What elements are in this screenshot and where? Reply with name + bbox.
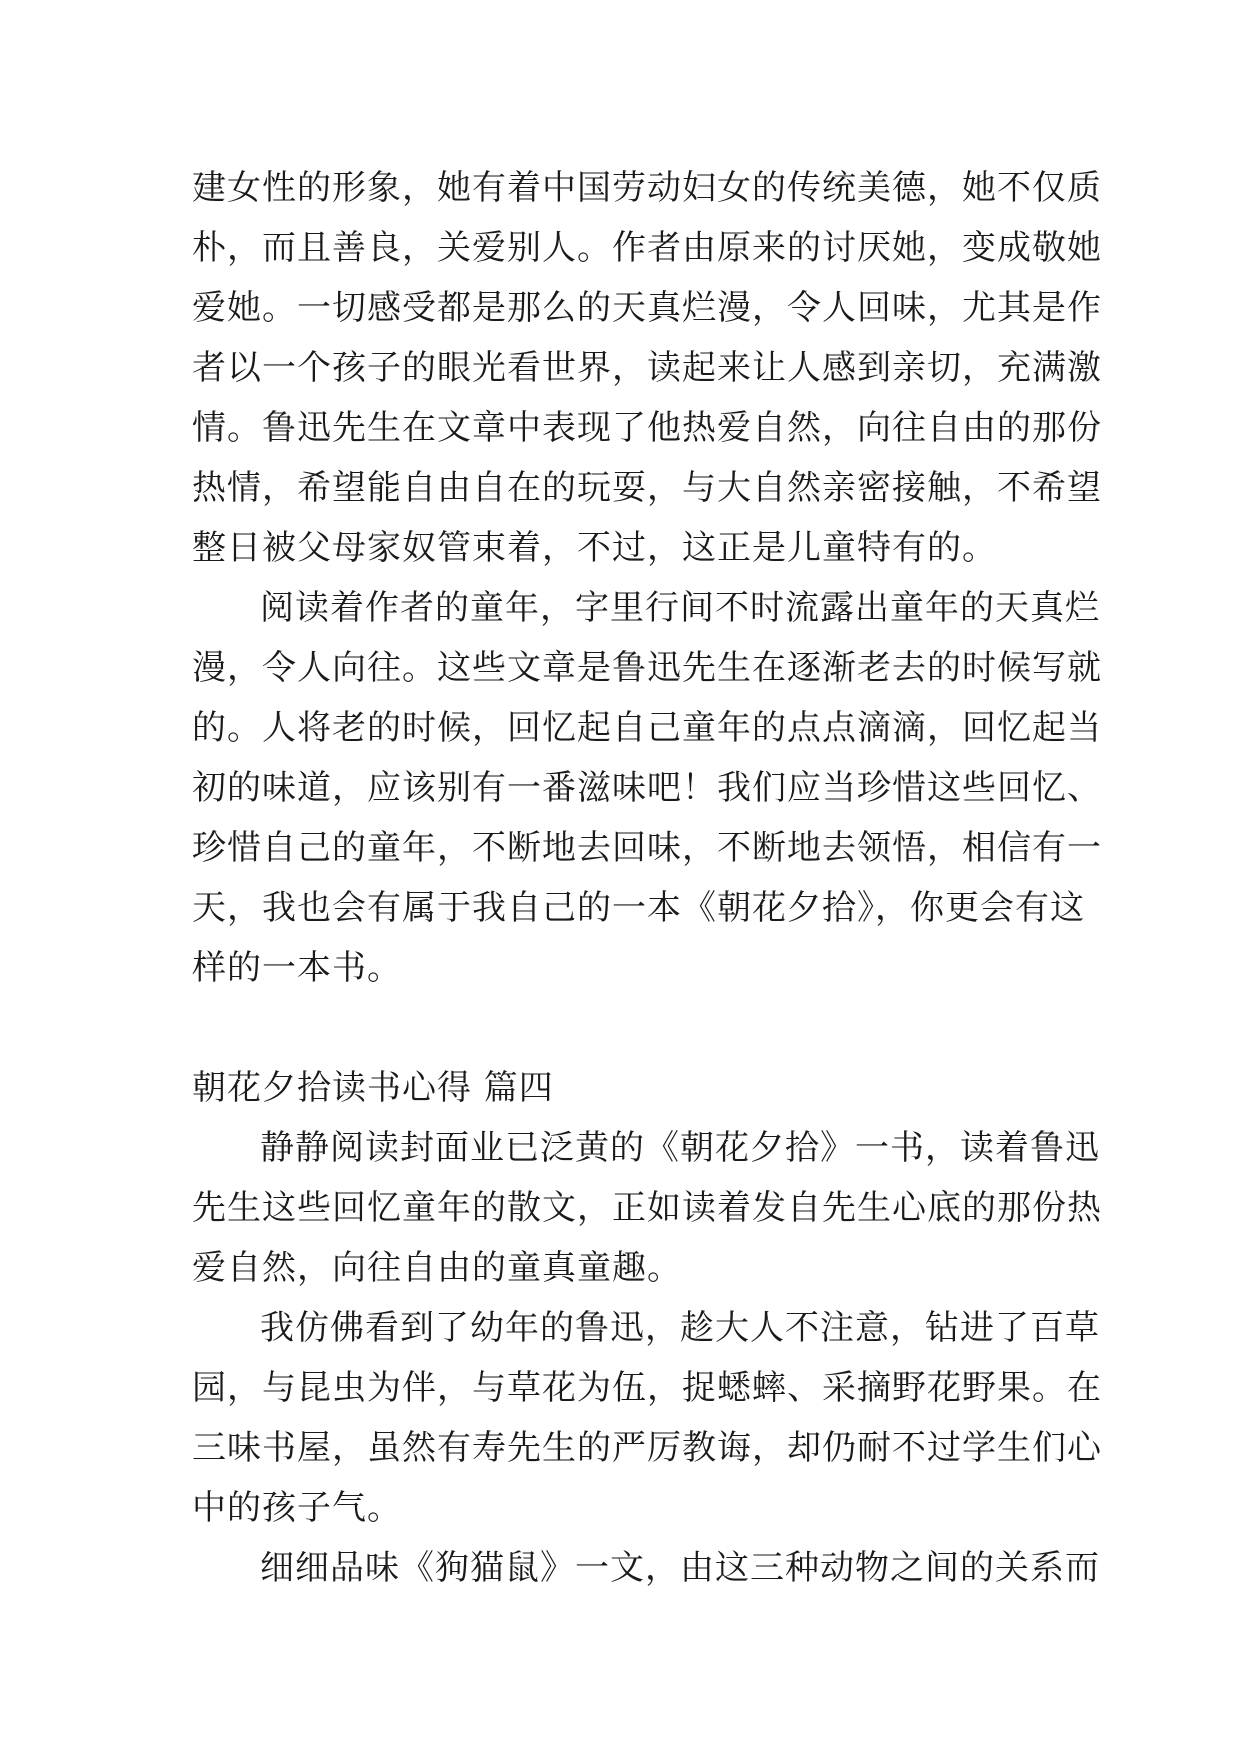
text-line: 建女性的形象，她有着中国劳动妇女的传统美德，她不仅质 <box>192 168 1102 208</box>
text-line: 园，与昆虫为伴，与草花为伍，捉蟋蟀、采摘野花野果。在 <box>192 1368 1102 1408</box>
text-line: 细细品味《狗猫鼠》一文，由这三种动物之间的关系而 <box>260 1548 1100 1588</box>
text-line: 中的孩子气。 <box>192 1488 402 1528</box>
paragraph-2 <box>192 578 1102 998</box>
section-heading: 朝花夕拾读书心得 篇四 <box>192 1068 554 1108</box>
paragraph-4 <box>192 1298 1102 1538</box>
text-line: 天，我也会有属于我自己的一本《朝花夕拾》，你更会有这 <box>192 888 1085 928</box>
text-line: 珍惜自己的童年，不断地去回味，不断地去领悟，相信有一 <box>192 828 1102 868</box>
text-line: 初的味道，应该别有一番滋味吧！我们应当珍惜这些回忆、 <box>192 768 1102 808</box>
text-line: 者以一个孩子的眼光看世界，读起来让人感到亲切，充满激 <box>192 348 1102 388</box>
text-line: 静静阅读封面业已泛黄的《朝花夕拾》一书，读着鲁迅 <box>260 1128 1100 1168</box>
paragraph-1 <box>192 158 1102 578</box>
text-line: 先生这些回忆童年的散文，正如读着发自先生心底的那份热 <box>192 1188 1102 1228</box>
text-line: 三味书屋，虽然有寿先生的严厉教诲，却仍耐不过学生们心 <box>192 1428 1102 1468</box>
text-line: 样的一本书。 <box>192 948 402 988</box>
text-line: 情。鲁迅先生在文章中表现了他热爱自然，向往自由的那份 <box>192 408 1102 448</box>
text-line: 热情，希望能自由自在的玩耍，与大自然亲密接触，不希望 <box>192 468 1102 508</box>
document-body <box>192 158 1102 1598</box>
paragraph-5 <box>192 1538 1100 1598</box>
text-line: 朴，而且善良，关爱别人。作者由原来的讨厌她，变成敬她 <box>192 228 1102 268</box>
text-line: 漫，令人向往。这些文章是鲁迅先生在逐渐老去的时候写就 <box>192 648 1102 688</box>
text-line: 的。人将老的时候，回忆起自己童年的点点滴滴，回忆起当 <box>192 708 1102 748</box>
text-line: 阅读着作者的童年，字里行间不时流露出童年的天真烂 <box>260 588 1100 628</box>
text-line: 我仿佛看到了幼年的鲁迅，趁大人不注意，钻进了百草 <box>260 1308 1100 1348</box>
paragraph-3 <box>192 1118 1102 1298</box>
text-line: 爱她。一切感受都是那么的天真烂漫，令人回味，尤其是作 <box>192 288 1102 328</box>
section-spacer <box>192 998 1072 1058</box>
text-line: 爱自然，向往自由的童真童趣。 <box>192 1248 682 1288</box>
text-line: 整日被父母家奴管束着，不过，这正是儿童特有的。 <box>192 528 997 568</box>
